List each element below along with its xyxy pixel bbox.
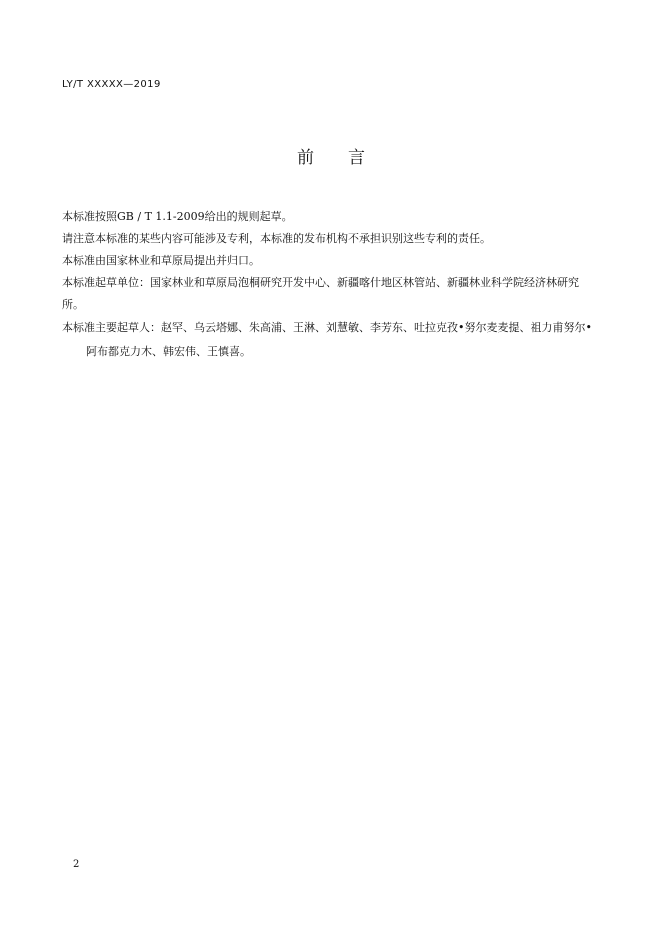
foreword-title [0, 146, 662, 170]
foreword-content [62, 206, 592, 364]
foreword-title-first-character: 前 [297, 148, 314, 168]
standard-code-header: LY/T XXXXX—2019 [62, 79, 161, 90]
foreword-title-second-character: 言 [348, 148, 365, 168]
patent-notice-paragraph: 请注意本标准的某些内容可能涉及专利，本标准的发布机构不承担识别这些专利的责任。 [62, 232, 491, 245]
page-number: 2 [73, 859, 80, 870]
drafting-rules-paragraph: 本标准按照GB / T 1.1-2009给出的规则起草。 [62, 210, 293, 223]
main-drafters-paragraph: 本标准主要起草人：赵罕、乌云塔娜、朱高浦、王淋、刘慧敏、李芳东、吐拉克孜•努尔麦麦提、祖力甫努尔•阿布都克力木、韩宏伟、王慎喜。 [62, 321, 592, 358]
proposal-paragraph: 本标准由国家林业和草原局提出并归口。 [62, 254, 260, 267]
drafting-units-paragraph: 本标准起草单位：国家林业和草原局泡桐研究开发中心、新疆喀什地区林管站、新疆林业科学院经济林研究所。 [62, 276, 579, 311]
